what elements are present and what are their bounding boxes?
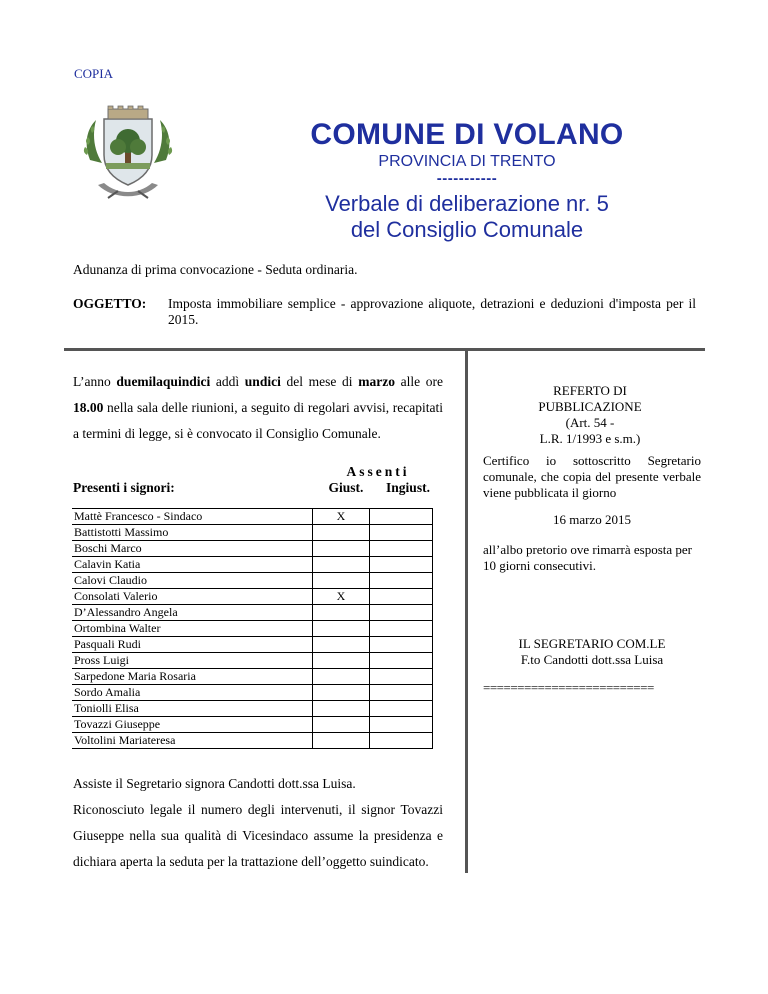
member-name: Boschi Marco — [72, 541, 313, 557]
member-name: Voltolini Mariateresa — [72, 733, 313, 749]
absent-header: Assenti — [346, 464, 410, 479]
notice-board-text: all’albo pretorio ove rimarrà esposta per 10 giorni consecutivi. — [483, 542, 692, 573]
member-name: Toniolli Elisa — [72, 701, 313, 717]
justified-header: Giust. — [328, 480, 364, 495]
member-name: Tovazzi Giuseppe — [72, 717, 313, 733]
report-reference: L.R. 1/1993 e s.m.) — [539, 431, 641, 446]
table-row — [72, 717, 433, 733]
member-name: Battistotti Massimo — [72, 525, 313, 541]
intro-text: addì — [210, 374, 245, 389]
table-row — [72, 685, 433, 701]
unjustified-cell — [370, 541, 433, 557]
publication-date: 16 marzo 2015 — [553, 512, 631, 527]
report-title: PUBBLICAZIONE — [538, 399, 642, 414]
horizontal-divider — [64, 348, 705, 351]
table-row — [72, 653, 433, 669]
unjustified-header: Ingiust. — [386, 480, 430, 495]
justified-cell — [313, 637, 370, 653]
unjustified-cell — [370, 717, 433, 733]
table-row — [72, 701, 433, 717]
secretary-title: IL SEGRETARIO COM.LE — [518, 636, 666, 651]
unjustified-cell — [370, 669, 433, 685]
justified-cell — [313, 541, 370, 557]
secretary-name: F.to Candotti dott.ssa Luisa — [520, 652, 664, 667]
member-name: D’Alessandro Angela — [72, 605, 313, 621]
unjustified-cell — [370, 685, 433, 701]
table-row — [72, 525, 433, 541]
justified-cell — [313, 621, 370, 637]
member-name: Sarpedone Maria Rosaria — [72, 669, 313, 685]
member-name: Consolati Valerio — [72, 589, 313, 605]
province-label: PROVINCIA DI TRENTO — [378, 153, 556, 170]
unjustified-cell — [370, 733, 433, 749]
justified-cell — [313, 573, 370, 589]
table-row — [72, 669, 433, 685]
intro-month: marzo — [358, 374, 395, 389]
title-divider: ----------- — [436, 170, 498, 187]
justified-cell — [313, 701, 370, 717]
intro-text: del mese di — [280, 374, 359, 389]
intro-text: L’anno — [73, 374, 117, 389]
justified-cell: X — [313, 589, 370, 605]
deliberation-heading — [262, 191, 672, 243]
unjustified-cell — [370, 557, 433, 573]
report-title: REFERTO DI — [553, 383, 627, 398]
copy-label: COPIA — [74, 66, 114, 81]
intro-day: undici — [244, 374, 281, 389]
intro-text: nella sala delle riunioni, a seguito di regolari avvisi, recapitati a termini di legge, si è convocato il Consiglio Comunale. — [73, 400, 443, 441]
coat-of-arms-icon — [78, 105, 178, 200]
session-type: Adunanza di prima convocazione - Seduta ordinaria. — [73, 262, 358, 277]
deliberation-number: Verbale di deliberazione nr. 5 — [325, 191, 609, 216]
table-row — [72, 621, 433, 637]
member-name: Mattè Francesco - Sindaco — [72, 509, 313, 525]
unjustified-cell — [370, 525, 433, 541]
intro-time: 18.00 — [73, 400, 104, 415]
justified-cell — [313, 717, 370, 733]
table-row — [72, 637, 433, 653]
table-row — [72, 557, 433, 573]
member-name: Calavin Katia — [72, 557, 313, 573]
unjustified-cell — [370, 621, 433, 637]
justified-cell — [313, 605, 370, 621]
member-name: Calovi Claudio — [72, 573, 313, 589]
member-name: Pasquali Rudi — [72, 637, 313, 653]
subject-text: Imposta immobiliare semplice - approvazione aliquote, detrazioni e deduzioni d'imposta per il 2015. — [168, 296, 696, 327]
justified-cell — [313, 685, 370, 701]
justified-cell — [313, 525, 370, 541]
table-row — [72, 509, 433, 525]
unjustified-cell — [370, 573, 433, 589]
certification-text: Certifico io sottoscritto Segretario comunale, che copia del presente verbale viene pubblicata il giorno — [483, 453, 701, 500]
intro-text: alle ore — [394, 374, 444, 389]
justified-cell: X — [313, 509, 370, 525]
unjustified-cell — [370, 589, 433, 605]
justified-cell — [313, 669, 370, 685]
page-title: COMUNE DI VOLANO — [310, 118, 624, 151]
member-name: Ortombina Walter — [72, 621, 313, 637]
table-row — [72, 589, 433, 605]
secretary-signature — [483, 636, 701, 668]
publication-report-heading — [490, 383, 690, 447]
unjustified-cell — [370, 605, 433, 621]
report-separator: ========================= — [483, 680, 654, 695]
unjustified-cell — [370, 653, 433, 669]
subject-label: OGGETTO: — [73, 296, 147, 311]
present-header: Presenti i signori: — [73, 480, 175, 495]
member-name: Pross Luigi — [72, 653, 313, 669]
attendance-table — [72, 508, 433, 749]
closing-paragraph — [73, 771, 443, 875]
unjustified-cell — [370, 509, 433, 525]
intro-paragraph — [73, 369, 443, 447]
vertical-divider — [465, 348, 468, 873]
unjustified-cell — [370, 701, 433, 717]
table-row — [72, 541, 433, 557]
report-reference: (Art. 54 - — [565, 415, 615, 430]
deliberation-body: del Consiglio Comunale — [350, 217, 584, 242]
table-row — [72, 605, 433, 621]
quorum-statement: Riconosciuto legale il numero degli intervenuti, il signor Tovazzi Giuseppe nella sua qualità di Vicesindaco assume la presidenza e dichiara aperta la seduta per la trattazione dell’oggetto suindicato. — [73, 802, 443, 869]
unjustified-cell — [370, 637, 433, 653]
justified-cell — [313, 653, 370, 669]
justified-cell — [313, 733, 370, 749]
member-name: Sordo Amalia — [72, 685, 313, 701]
table-row — [72, 573, 433, 589]
table-row — [72, 733, 433, 749]
justified-cell — [313, 557, 370, 573]
intro-year: duemilaquindici — [116, 374, 211, 389]
secretary-presence: Assiste il Segretario signora Candotti dott.ssa Luisa. — [73, 776, 356, 791]
